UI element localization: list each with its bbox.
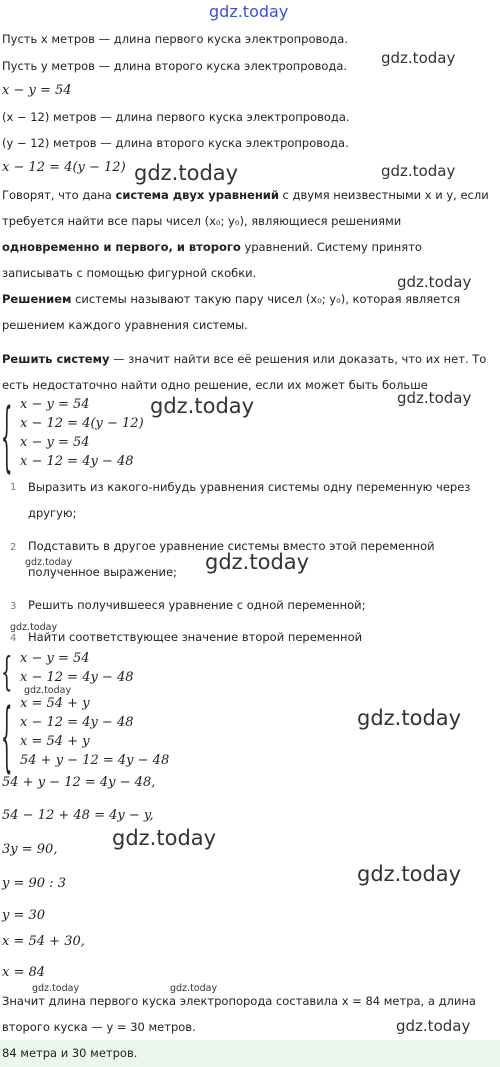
step-number: 4 bbox=[10, 633, 17, 644]
watermark: gdz.today bbox=[396, 1017, 471, 1035]
watermark: gdz.today bbox=[25, 557, 73, 568]
watermark: gdz.today bbox=[112, 826, 217, 850]
equation: x − 12 = 4y − 48 bbox=[20, 454, 134, 469]
watermark: gdz.today bbox=[170, 983, 218, 994]
brace: { bbox=[1, 695, 13, 784]
equation: x = 54 + 30, bbox=[2, 934, 85, 949]
equation: 54 + y − 12 = 4y − 48 bbox=[20, 753, 170, 768]
conclusion-text: Значит длина первого куска электропорода составила x = 84 метра, а длина второго куска — y = 30 метров. bbox=[2, 994, 476, 1034]
equation: x − y = 54 bbox=[20, 435, 90, 450]
answer-text: 84 метра и 30 метров. bbox=[2, 1046, 138, 1060]
watermark: gdz.today bbox=[357, 706, 462, 730]
brace: { bbox=[1, 650, 13, 697]
watermark: gdz.today bbox=[10, 622, 58, 633]
equation: 54 + y − 12 = 4y − 48, bbox=[2, 775, 156, 790]
step-number: 1 bbox=[10, 482, 17, 493]
watermark: gdz.today bbox=[381, 162, 456, 180]
equation: x − y = 54 bbox=[2, 83, 72, 98]
equation: x − y = 54 bbox=[20, 651, 90, 666]
equation: x − 12 = 4y − 48 bbox=[20, 670, 134, 685]
watermark-top: gdz.today bbox=[209, 2, 289, 21]
definition-solve: Решить систему — значит найти все её решения или доказать, что их нет. То есть недостаточно найти одно решение, если их может быть больше bbox=[2, 352, 487, 392]
equation: x − y = 54 bbox=[20, 397, 90, 412]
equation: x − 12 = 4y − 48 bbox=[20, 715, 134, 730]
step-text: Решить получившееся уравнение с одной переменной; bbox=[28, 598, 366, 612]
watermark: gdz.today bbox=[32, 983, 80, 994]
watermark: gdz.today bbox=[381, 49, 456, 67]
answer-box bbox=[0, 1040, 500, 1067]
watermark: gdz.today bbox=[24, 685, 72, 696]
text-line: (x − 12) метров — длина первого куска электропровода. bbox=[2, 110, 350, 124]
watermark: gdz.today bbox=[150, 394, 255, 418]
equation: x = 84 bbox=[2, 965, 46, 980]
equation: x = 54 + y bbox=[20, 696, 90, 711]
watermark: gdz.today bbox=[205, 550, 310, 574]
watermark: gdz.today bbox=[134, 161, 239, 185]
brace: { bbox=[1, 395, 13, 484]
text-line: (y − 12) метров — длина второго куска электропровода. bbox=[2, 136, 349, 150]
text-line: Пусть y метров — длина второго куска электропровода. bbox=[2, 59, 348, 73]
watermark: gdz.today bbox=[357, 862, 462, 886]
text-line: Пусть x метров — длина первого куска электропровода. bbox=[2, 32, 348, 46]
step-text: Подставить в другое уравнение системы вместо этой переменной полученное выражение; bbox=[28, 539, 435, 579]
equation: y = 30 bbox=[2, 908, 46, 923]
equation: x − 12 = 4(y − 12) bbox=[2, 160, 126, 175]
watermark: gdz.today bbox=[397, 273, 472, 291]
step-number: 3 bbox=[10, 601, 17, 612]
equation: 54 − 12 + 48 = 4y − y, bbox=[2, 808, 154, 823]
equation: y = 90 : 3 bbox=[2, 876, 66, 891]
equation: x − 12 = 4(y − 12) bbox=[20, 416, 144, 431]
step-number: 2 bbox=[10, 542, 17, 553]
definition-solution: Решением системы называют такую пару чисел (x₀; y₀), которая является решением каждого уравнения системы. bbox=[2, 292, 461, 332]
definition-system: Говорят, что дана система двух уравнений с двумя неизвестными x и y, если требуется найти все пары чисел (x₀; y₀), являющиеся решениями одновременно и первого, и второго уравнений. Систему принято записывать с помощью фигурной скобки. bbox=[2, 188, 489, 280]
equation: 3y = 90, bbox=[2, 842, 58, 857]
step-text: Найти соответствующее значение второй переменной bbox=[28, 630, 363, 644]
equation: x = 54 + y bbox=[20, 734, 90, 749]
step-text: Выразить из какого-нибудь уравнения системы одну переменную через другую; bbox=[28, 480, 471, 520]
watermark: gdz.today bbox=[397, 389, 472, 407]
